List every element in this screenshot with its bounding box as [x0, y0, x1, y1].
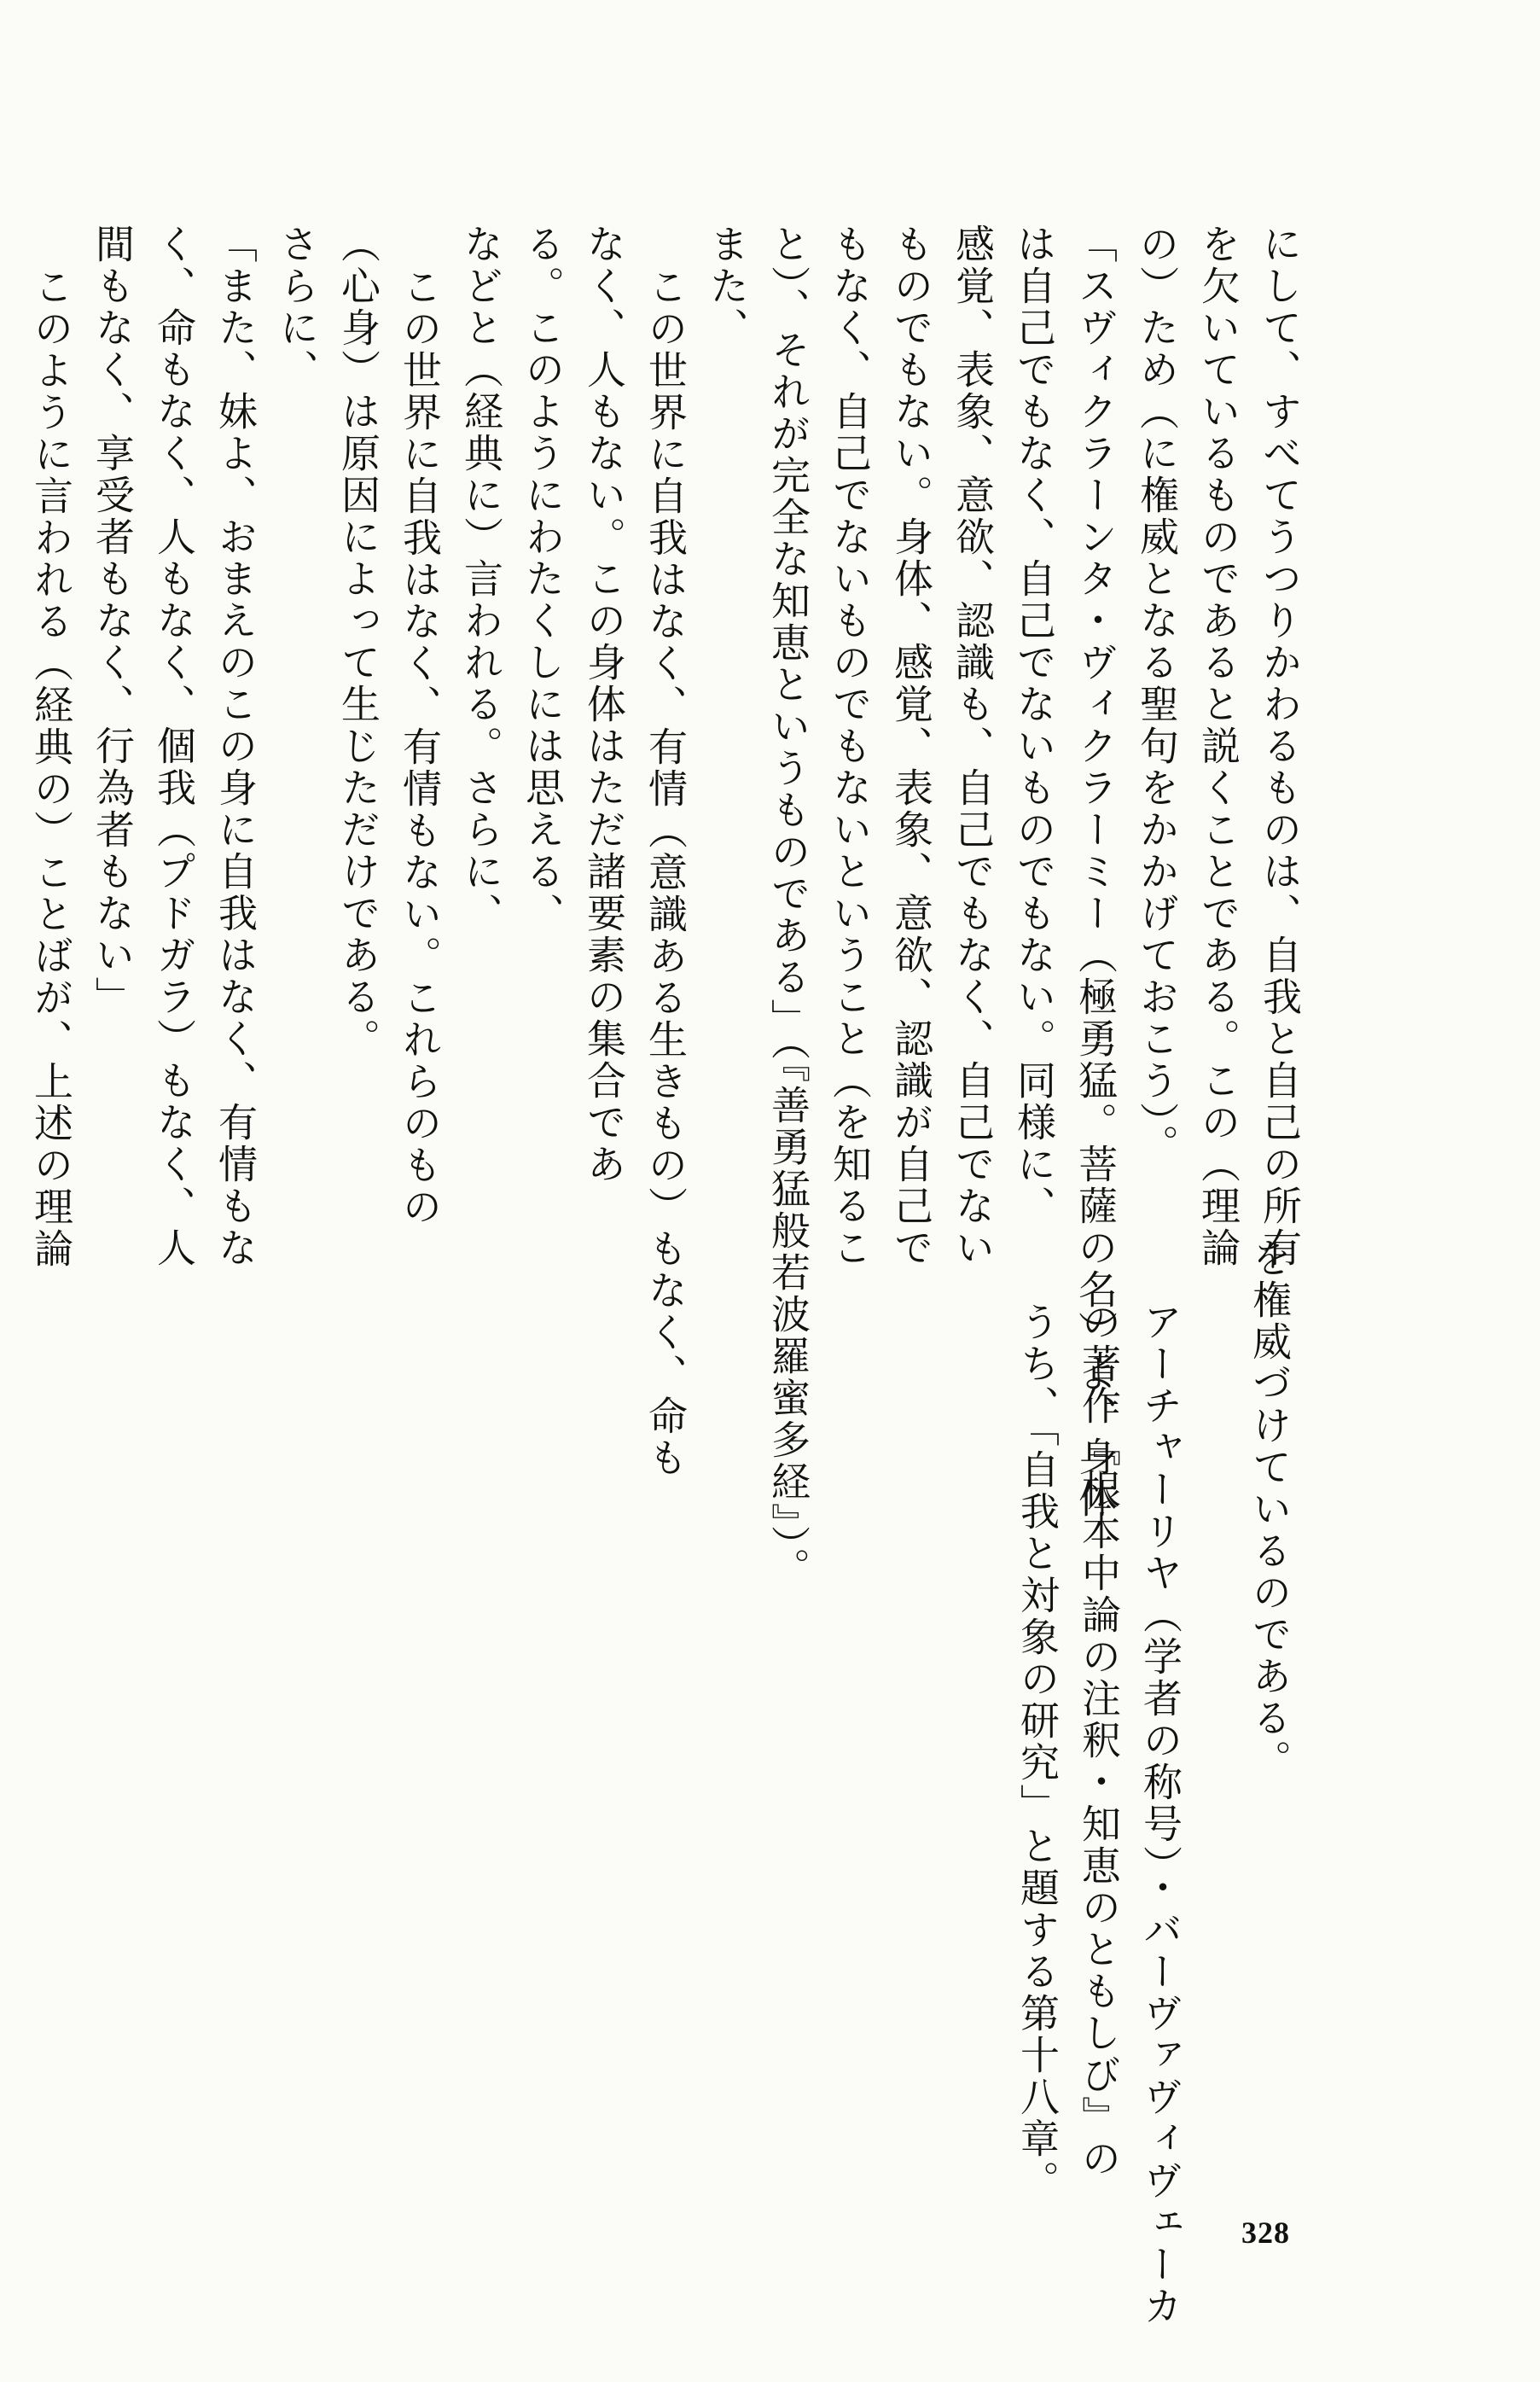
text-column: 「スヴィクラーンタ・ヴィクラーミー（極勇猛。菩薩の名）よ、身体: [1072, 224, 1119, 1520]
text-column: と）、それが完全な知恵というものである」（『善勇猛般若波羅蜜多経』）。: [765, 224, 811, 1589]
note-column: アーチャーリヤ（学者の称号）・バーヴァヴィヴェーカ: [1137, 1302, 1183, 2327]
text-column: 感覚、表象、意欲、認識も、自己でもなく、自己でない: [950, 224, 996, 1269]
quote-column: る。このようにわたくしには思える、: [520, 224, 566, 935]
text-column: また、: [704, 224, 750, 349]
text-column: 「また、妹よ、おまえのこの身に自我はなく、有情もな: [212, 224, 259, 1269]
text-column: を権威づけているのである。: [1247, 1238, 1293, 1781]
text-column: このように言われる（経典の）ことばが、上述の理論: [28, 266, 74, 1270]
quote-column: （心身）は原因によって生じただけである。: [335, 224, 381, 1060]
text-column: の）ため（に権威となる聖句をかかげておこう）。: [1134, 224, 1180, 1166]
text-column: 間もなく、享受者もなく、行為者もない」: [90, 224, 136, 1018]
quote-column: この世界に自我はなく、有情もない。これらのもの: [397, 266, 443, 1228]
text-column: さらに、: [274, 224, 320, 391]
text-column: は自己でもなく、自己でないものでもない。同様に、: [1011, 224, 1057, 1227]
quote-column: なく、人もない。この身体はただ諸要素の集合であ: [581, 224, 627, 1185]
page-number: 328: [1241, 2216, 1290, 2250]
text-column: ものでもない。身体、感覚、表象、意欲、認識が自己で: [888, 224, 934, 1269]
text-column: にして、すべてうつりかわるものは、自我と自己の所有: [1257, 224, 1303, 1269]
text-column: を欠いているものであると説くことである。この（理論: [1195, 224, 1241, 1269]
text-column: もなく、自己でないものでもないということ（を知るこ: [827, 224, 873, 1269]
text-column: く、命もなく、人もなく、個我（プドガラ）もなく、人: [151, 224, 197, 1269]
quote-column: この世界に自我はなく、有情（意識ある生きもの）もなく、命も: [642, 266, 689, 1479]
text-column: などと（経典に）言われる。さらに、: [458, 224, 504, 935]
note-column: うち、「自我と対象の研究」と題する第十八章。: [1014, 1302, 1061, 2202]
note-column: の著作『根本中論の注釈・知恵のともしび』の: [1076, 1302, 1122, 2180]
